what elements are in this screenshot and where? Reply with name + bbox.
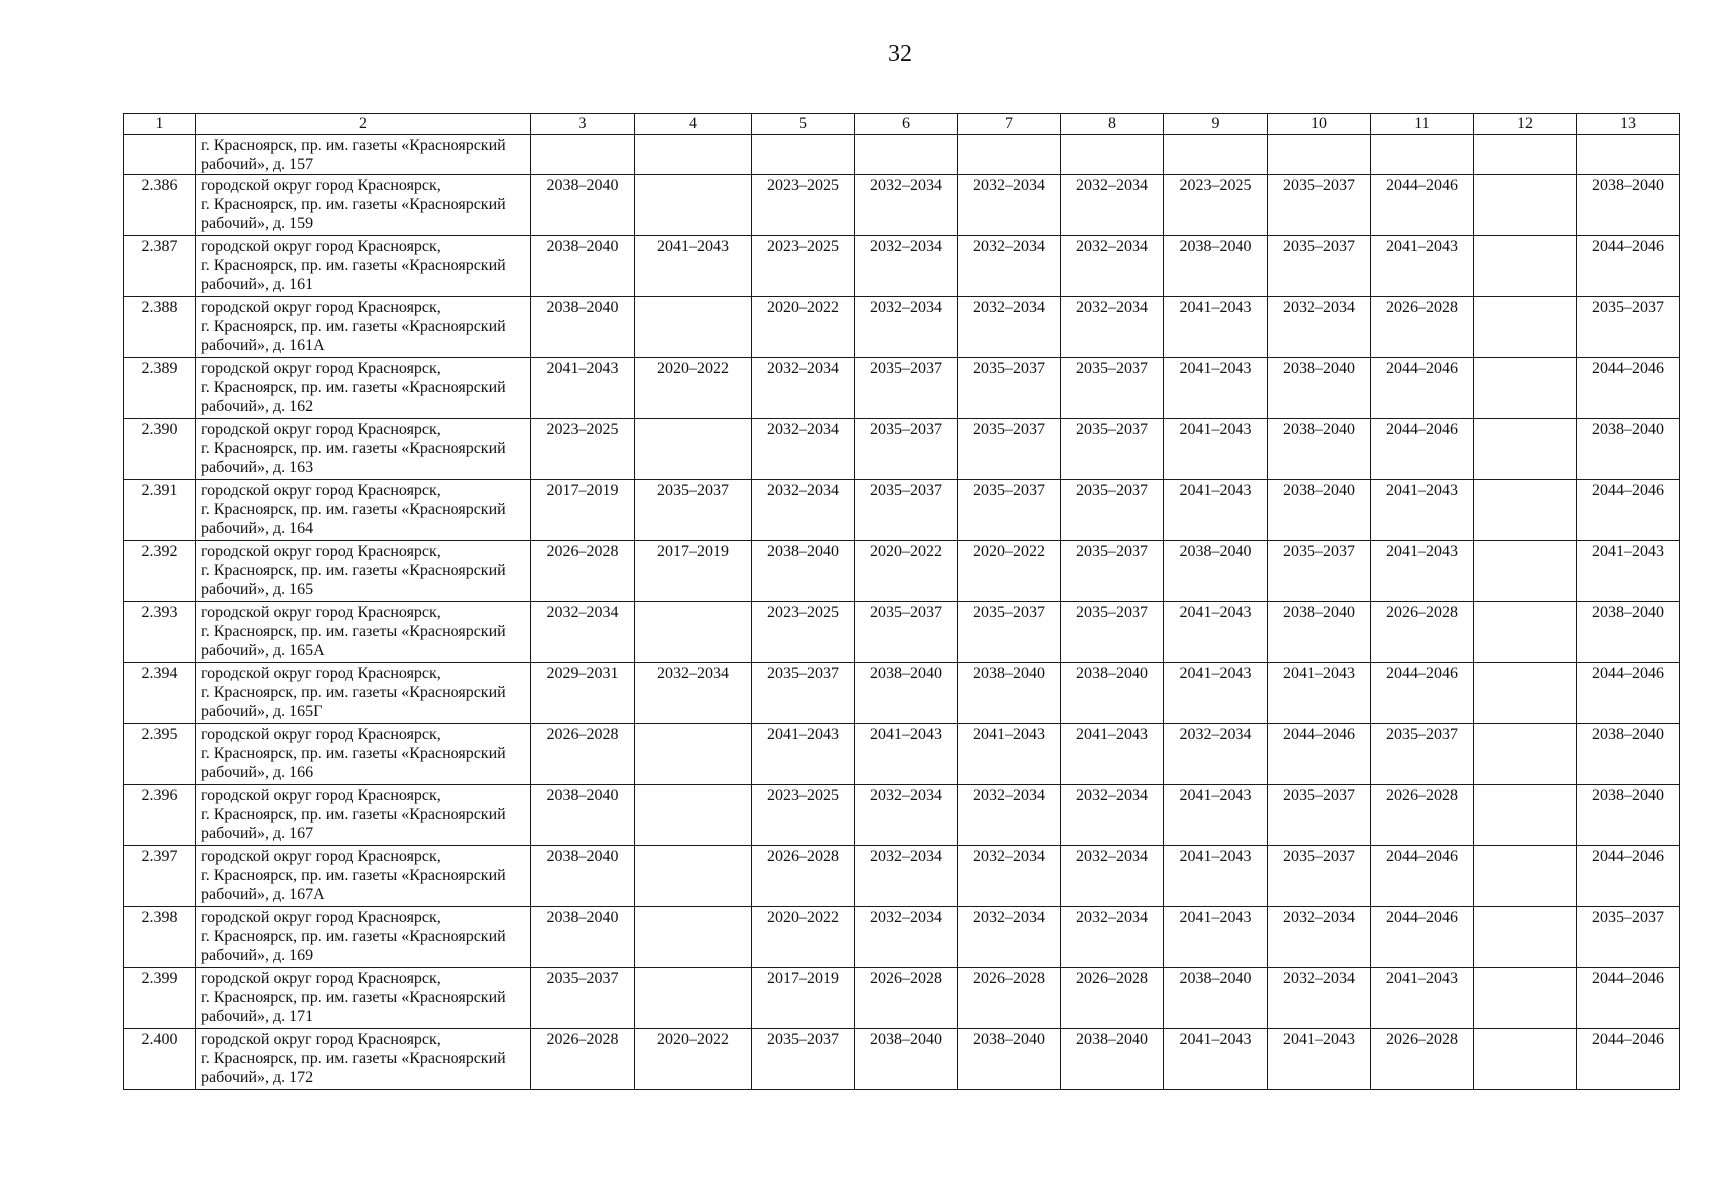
table-row (124, 358, 1680, 419)
period-cell: 2032–2034 (1061, 297, 1164, 358)
period-cell: 2041–2043 (635, 236, 752, 297)
address-line: г. Красноярск, пр. им. газеты «Красноярский (201, 379, 506, 396)
period-cell: 2023–2025 (752, 785, 855, 846)
address-line: городской округ город Красноярск, (201, 238, 441, 255)
address-line: г. Красноярск, пр. им. газеты «Красноярский (201, 989, 506, 1006)
row-number: 2.386 (124, 175, 196, 236)
period-cell: 2020–2022 (635, 358, 752, 419)
address-line: г. Красноярск, пр. им. газеты «Красноярский (201, 745, 506, 762)
period-cell: 2017–2019 (531, 480, 635, 541)
period-cell: 2041–2043 (855, 724, 958, 785)
period-cell: 2032–2034 (1061, 846, 1164, 907)
period-cell: 2032–2034 (958, 175, 1061, 236)
period-cell: 2032–2034 (855, 297, 958, 358)
row-number: 2.392 (124, 541, 196, 602)
row-number: 2.395 (124, 724, 196, 785)
period-cell: 2032–2034 (958, 846, 1061, 907)
period-cell: 2044–2046 (1577, 358, 1680, 419)
period-cell (531, 135, 635, 175)
period-cell: 2032–2034 (752, 419, 855, 480)
row-number: 2.387 (124, 236, 196, 297)
period-cell (635, 968, 752, 1029)
address-line: городской округ город Красноярск, (201, 726, 441, 743)
table-row (124, 602, 1680, 663)
header-row (124, 114, 1680, 135)
period-cell: 2032–2034 (1061, 175, 1164, 236)
period-cell: 2044–2046 (1371, 358, 1474, 419)
table-row (124, 419, 1680, 480)
address-line: рабочий», д. 165Г (201, 703, 323, 720)
period-cell (635, 724, 752, 785)
column-header: 8 (1061, 114, 1164, 135)
period-cell (1474, 236, 1577, 297)
period-cell: 2023–2025 (752, 602, 855, 663)
period-cell: 2044–2046 (1371, 663, 1474, 724)
period-cell (1474, 968, 1577, 1029)
period-cell: 2026–2028 (958, 968, 1061, 1029)
address-line: г. Красноярск, пр. им. газеты «Красноярский (201, 137, 506, 154)
address-line: городской округ город Красноярск, (201, 787, 441, 804)
period-cell: 2035–2037 (1577, 297, 1680, 358)
period-cell: 2032–2034 (958, 236, 1061, 297)
period-cell: 2041–2043 (1577, 541, 1680, 602)
address-cell (196, 297, 531, 358)
address-line: рабочий», д. 167 (201, 825, 314, 842)
period-cell (1268, 135, 1371, 175)
period-cell: 2032–2034 (1061, 236, 1164, 297)
address-line: городской округ город Красноярск, (201, 604, 441, 621)
period-cell: 2035–2037 (1371, 724, 1474, 785)
period-cell: 2041–2043 (1371, 480, 1474, 541)
period-cell: 2023–2025 (531, 419, 635, 480)
period-cell (635, 602, 752, 663)
period-cell (1474, 480, 1577, 541)
address-cell (196, 135, 531, 175)
period-cell: 2035–2037 (1061, 602, 1164, 663)
address-line: городской округ город Красноярск, (201, 970, 441, 987)
period-cell (1061, 135, 1164, 175)
period-cell: 2035–2037 (855, 480, 958, 541)
address-line: г. Красноярск, пр. им. газеты «Красноярский (201, 318, 506, 335)
period-cell: 2035–2037 (1268, 236, 1371, 297)
column-header: 11 (1371, 114, 1474, 135)
address-line: г. Красноярск, пр. им. газеты «Красноярский (201, 928, 506, 945)
period-cell: 2041–2043 (1164, 602, 1268, 663)
column-header: 12 (1474, 114, 1577, 135)
address-line: г. Красноярск, пр. им. газеты «Красноярский (201, 196, 506, 213)
period-cell: 2020–2022 (752, 297, 855, 358)
row-number: 2.399 (124, 968, 196, 1029)
period-cell: 2026–2028 (1371, 602, 1474, 663)
period-cell: 2041–2043 (1164, 1029, 1268, 1090)
period-cell: 2041–2043 (1164, 846, 1268, 907)
address-line: рабочий», д. 165А (201, 642, 325, 659)
period-cell (752, 135, 855, 175)
period-cell: 2035–2037 (1061, 541, 1164, 602)
period-cell: 2038–2040 (1268, 602, 1371, 663)
period-cell: 2041–2043 (958, 724, 1061, 785)
column-header: 6 (855, 114, 958, 135)
period-cell: 2032–2034 (958, 297, 1061, 358)
column-header: 7 (958, 114, 1061, 135)
table-row (124, 297, 1680, 358)
period-cell: 2032–2034 (635, 663, 752, 724)
period-cell: 2038–2040 (531, 907, 635, 968)
period-cell (1164, 135, 1268, 175)
period-cell (1474, 175, 1577, 236)
table-row (124, 663, 1680, 724)
column-header: 3 (531, 114, 635, 135)
address-cell (196, 602, 531, 663)
address-line: г. Красноярск, пр. им. газеты «Красноярский (201, 623, 506, 640)
period-cell: 2038–2040 (752, 541, 855, 602)
period-cell: 2038–2040 (531, 175, 635, 236)
period-cell: 2035–2037 (1268, 541, 1371, 602)
period-cell: 2020–2022 (958, 541, 1061, 602)
period-cell: 2032–2034 (855, 236, 958, 297)
period-cell: 2017–2019 (752, 968, 855, 1029)
period-cell: 2041–2043 (752, 724, 855, 785)
address-line: рабочий», д. 163 (201, 459, 314, 476)
period-cell (1474, 358, 1577, 419)
period-cell (635, 785, 752, 846)
period-cell: 2041–2043 (1164, 663, 1268, 724)
period-cell: 2032–2034 (855, 175, 958, 236)
period-cell: 2026–2028 (752, 846, 855, 907)
address-line: городской округ город Красноярск, (201, 177, 441, 194)
address-line: рабочий», д. 159 (201, 215, 314, 232)
row-number: 2.393 (124, 602, 196, 663)
period-cell: 2038–2040 (1164, 968, 1268, 1029)
period-cell: 2038–2040 (1061, 663, 1164, 724)
address-line: рабочий», д. 167А (201, 886, 325, 903)
period-cell: 2044–2046 (1577, 846, 1680, 907)
period-cell (1474, 541, 1577, 602)
address-cell (196, 419, 531, 480)
period-cell: 2041–2043 (1164, 297, 1268, 358)
period-cell (1474, 663, 1577, 724)
period-cell: 2029–2031 (531, 663, 635, 724)
address-line: городской округ город Красноярск, (201, 848, 441, 865)
schedule-table (123, 113, 1680, 1090)
address-line: рабочий», д. 172 (201, 1069, 314, 1086)
row-number: 2.391 (124, 480, 196, 541)
period-cell (635, 135, 752, 175)
period-cell: 2023–2025 (752, 175, 855, 236)
period-cell (1371, 135, 1474, 175)
period-cell: 2032–2034 (855, 846, 958, 907)
period-cell (1474, 724, 1577, 785)
address-line: г. Красноярск, пр. им. газеты «Красноярский (201, 1050, 506, 1067)
period-cell: 2023–2025 (1164, 175, 1268, 236)
address-line: городской округ город Красноярск, (201, 543, 441, 560)
period-cell (1474, 297, 1577, 358)
period-cell: 2041–2043 (1371, 968, 1474, 1029)
column-header: 13 (1577, 114, 1680, 135)
period-cell: 2041–2043 (1164, 785, 1268, 846)
period-cell: 2038–2040 (1577, 785, 1680, 846)
period-cell: 2044–2046 (1577, 1029, 1680, 1090)
period-cell: 2023–2025 (752, 236, 855, 297)
period-cell: 2035–2037 (958, 602, 1061, 663)
table-body (124, 135, 1680, 1090)
period-cell (1474, 1029, 1577, 1090)
period-cell: 2035–2037 (1268, 785, 1371, 846)
period-cell: 2035–2037 (855, 602, 958, 663)
period-cell: 2041–2043 (1268, 663, 1371, 724)
period-cell: 2038–2040 (1577, 419, 1680, 480)
table-row (124, 175, 1680, 236)
period-cell: 2020–2022 (855, 541, 958, 602)
address-line: г. Красноярск, пр. им. газеты «Красноярский (201, 562, 506, 579)
period-cell: 2032–2034 (958, 785, 1061, 846)
period-cell (635, 846, 752, 907)
period-cell: 2041–2043 (1164, 419, 1268, 480)
period-cell: 2044–2046 (1577, 236, 1680, 297)
period-cell: 2032–2034 (855, 785, 958, 846)
period-cell (1474, 846, 1577, 907)
period-cell: 2026–2028 (531, 1029, 635, 1090)
period-cell: 2044–2046 (1577, 968, 1680, 1029)
period-cell: 2038–2040 (531, 236, 635, 297)
address-line: г. Красноярск, пр. им. газеты «Красноярский (201, 684, 506, 701)
table-row (124, 541, 1680, 602)
address-line: городской округ город Красноярск, (201, 1031, 441, 1048)
address-line: городской округ город Красноярск, (201, 909, 441, 926)
period-cell: 2035–2037 (958, 358, 1061, 419)
address-line: городской округ город Красноярск, (201, 299, 441, 316)
period-cell: 2035–2037 (958, 480, 1061, 541)
period-cell: 2038–2040 (531, 785, 635, 846)
period-cell: 2032–2034 (1061, 785, 1164, 846)
period-cell: 2038–2040 (1164, 541, 1268, 602)
period-cell: 2044–2046 (1371, 175, 1474, 236)
address-line: рабочий», д. 164 (201, 520, 314, 537)
period-cell: 2026–2028 (1371, 297, 1474, 358)
period-cell: 2041–2043 (1268, 1029, 1371, 1090)
address-cell (196, 541, 531, 602)
period-cell: 2026–2028 (1371, 785, 1474, 846)
period-cell: 2032–2034 (1268, 907, 1371, 968)
period-cell (635, 297, 752, 358)
period-cell: 2044–2046 (1268, 724, 1371, 785)
address-line: г. Красноярск, пр. им. газеты «Красноярский (201, 501, 506, 518)
period-cell: 2032–2034 (1268, 297, 1371, 358)
period-cell: 2032–2034 (752, 358, 855, 419)
period-cell: 2038–2040 (855, 1029, 958, 1090)
period-cell: 2035–2037 (855, 358, 958, 419)
period-cell: 2038–2040 (531, 297, 635, 358)
period-cell (1474, 785, 1577, 846)
row-number: 2.389 (124, 358, 196, 419)
row-number: 2.398 (124, 907, 196, 968)
address-line: рабочий», д. 162 (201, 398, 314, 415)
address-line: городской округ город Красноярск, (201, 665, 441, 682)
period-cell (958, 135, 1061, 175)
period-cell: 2032–2034 (958, 907, 1061, 968)
period-cell: 2017–2019 (635, 541, 752, 602)
address-line: рабочий», д. 169 (201, 947, 314, 964)
address-line: г. Красноярск, пр. им. газеты «Красноярский (201, 806, 506, 823)
period-cell: 2035–2037 (958, 419, 1061, 480)
address-line: рабочий», д. 161 (201, 276, 314, 293)
period-cell: 2044–2046 (1577, 663, 1680, 724)
row-number: 2.400 (124, 1029, 196, 1090)
address-line: городской округ город Красноярск, (201, 421, 441, 438)
period-cell: 2044–2046 (1371, 419, 1474, 480)
period-cell: 2041–2043 (1371, 236, 1474, 297)
address-line: рабочий», д. 157 (201, 156, 314, 173)
period-cell: 2035–2037 (531, 968, 635, 1029)
address-cell (196, 236, 531, 297)
period-cell (1474, 602, 1577, 663)
period-cell: 2044–2046 (1371, 846, 1474, 907)
period-cell: 2035–2037 (1061, 480, 1164, 541)
period-cell: 2038–2040 (1577, 175, 1680, 236)
period-cell (635, 419, 752, 480)
table-row (124, 480, 1680, 541)
address-line: городской округ город Красноярск, (201, 482, 441, 499)
period-cell: 2035–2037 (752, 663, 855, 724)
table-row (124, 1029, 1680, 1090)
period-cell: 2044–2046 (1577, 480, 1680, 541)
period-cell: 2038–2040 (1268, 358, 1371, 419)
period-cell: 2041–2043 (1164, 480, 1268, 541)
address-cell (196, 846, 531, 907)
period-cell: 2038–2040 (531, 846, 635, 907)
address-line: рабочий», д. 165 (201, 581, 314, 598)
period-cell: 2032–2034 (531, 602, 635, 663)
address-line: г. Красноярск, пр. им. газеты «Красноярский (201, 257, 506, 274)
period-cell: 2032–2034 (855, 907, 958, 968)
column-header: 2 (196, 114, 531, 135)
row-number (124, 135, 196, 175)
period-cell: 2035–2037 (1061, 358, 1164, 419)
address-cell (196, 1029, 531, 1090)
period-cell: 2041–2043 (531, 358, 635, 419)
period-cell: 2038–2040 (1577, 602, 1680, 663)
period-cell (1474, 419, 1577, 480)
address-line: рабочий», д. 166 (201, 764, 314, 781)
address-cell (196, 785, 531, 846)
page-number: 32 (888, 41, 912, 67)
address-cell (196, 724, 531, 785)
column-header: 5 (752, 114, 855, 135)
period-cell: 2032–2034 (1268, 968, 1371, 1029)
row-number: 2.388 (124, 297, 196, 358)
table-row (124, 236, 1680, 297)
period-cell: 2038–2040 (1268, 480, 1371, 541)
column-header: 9 (1164, 114, 1268, 135)
period-cell: 2038–2040 (1061, 1029, 1164, 1090)
period-cell (1474, 135, 1577, 175)
period-cell: 2026–2028 (531, 541, 635, 602)
period-cell (855, 135, 958, 175)
period-cell (635, 907, 752, 968)
period-cell (1577, 135, 1680, 175)
period-cell: 2035–2037 (1061, 419, 1164, 480)
period-cell: 2026–2028 (1061, 968, 1164, 1029)
address-line: городской округ город Красноярск, (201, 360, 441, 377)
period-cell: 2038–2040 (1164, 236, 1268, 297)
row-number: 2.396 (124, 785, 196, 846)
period-cell: 2035–2037 (1577, 907, 1680, 968)
period-cell: 2020–2022 (752, 907, 855, 968)
period-cell: 2020–2022 (635, 1029, 752, 1090)
period-cell: 2032–2034 (1061, 907, 1164, 968)
period-cell: 2041–2043 (1061, 724, 1164, 785)
period-cell: 2026–2028 (1371, 1029, 1474, 1090)
period-cell: 2041–2043 (1371, 541, 1474, 602)
period-cell: 2026–2028 (531, 724, 635, 785)
column-header: 4 (635, 114, 752, 135)
column-header: 10 (1268, 114, 1371, 135)
period-cell: 2038–2040 (958, 663, 1061, 724)
address-cell (196, 968, 531, 1029)
address-line: г. Красноярск, пр. им. газеты «Красноярский (201, 440, 506, 457)
period-cell: 2038–2040 (958, 1029, 1061, 1090)
period-cell (1474, 907, 1577, 968)
table-row (124, 785, 1680, 846)
address-cell (196, 175, 531, 236)
period-cell (635, 175, 752, 236)
period-cell: 2035–2037 (752, 1029, 855, 1090)
address-cell (196, 907, 531, 968)
period-cell: 2035–2037 (1268, 175, 1371, 236)
period-cell: 2032–2034 (1164, 724, 1268, 785)
period-cell: 2035–2037 (855, 419, 958, 480)
table-row (124, 907, 1680, 968)
period-cell: 2038–2040 (1577, 724, 1680, 785)
address-cell (196, 663, 531, 724)
table-row (124, 846, 1680, 907)
address-line: рабочий», д. 171 (201, 1008, 314, 1025)
table-row (124, 968, 1680, 1029)
row-number: 2.390 (124, 419, 196, 480)
column-header: 1 (124, 114, 196, 135)
table-row (124, 135, 1680, 175)
period-cell: 2038–2040 (1268, 419, 1371, 480)
period-cell: 2041–2043 (1164, 358, 1268, 419)
period-cell: 2035–2037 (635, 480, 752, 541)
address-cell (196, 480, 531, 541)
row-number: 2.394 (124, 663, 196, 724)
address-cell (196, 358, 531, 419)
period-cell: 2026–2028 (855, 968, 958, 1029)
period-cell: 2041–2043 (1164, 907, 1268, 968)
schedule-table-wrapper (123, 113, 1679, 1090)
row-number: 2.397 (124, 846, 196, 907)
address-line: г. Красноярск, пр. им. газеты «Красноярский (201, 867, 506, 884)
address-line: рабочий», д. 161А (201, 337, 325, 354)
period-cell: 2035–2037 (1268, 846, 1371, 907)
table-row (124, 724, 1680, 785)
period-cell: 2038–2040 (855, 663, 958, 724)
period-cell: 2044–2046 (1371, 907, 1474, 968)
period-cell: 2032–2034 (752, 480, 855, 541)
